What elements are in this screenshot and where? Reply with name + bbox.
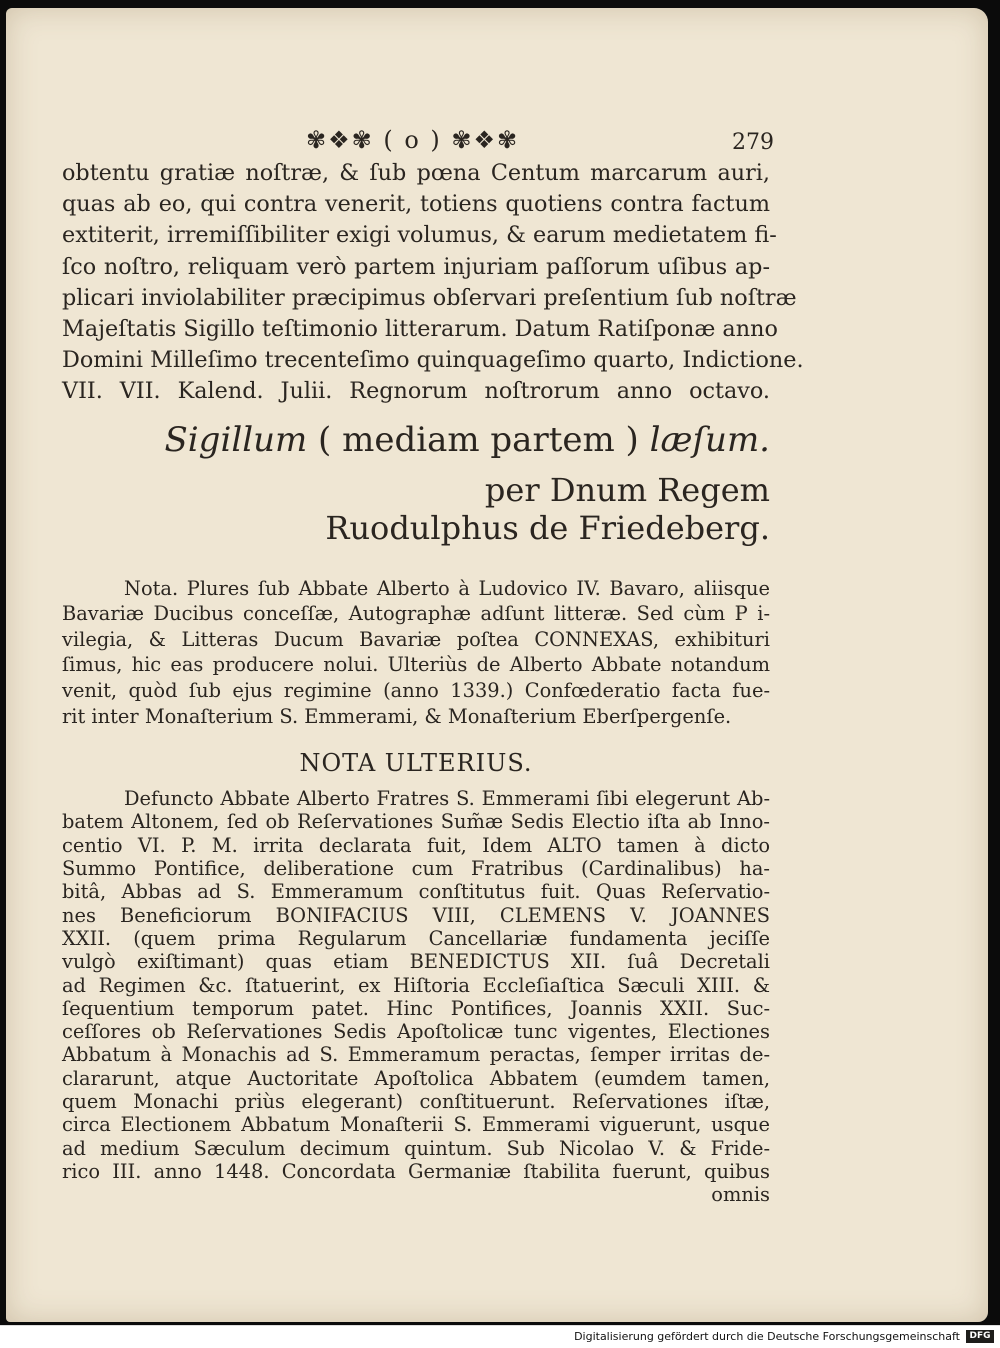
text-line: vilegia, & Litteras Ducum Bavariæ poſtea CONNEXAS, exhibituri <box>62 627 770 651</box>
text-line: extiterit, irremiſſibiliter exigi volumus, & earum medietatem fi- <box>62 222 777 249</box>
text-line: Summo Pontifice, deliberatione cum Fratribus (Cardinalibus) ha- <box>62 857 770 881</box>
section-heading: NOTA ULTERIUS. <box>299 749 533 778</box>
text-line: quas ab eo, qui contra venerit, totiens quotiens contra factum <box>62 191 770 218</box>
book-page <box>6 8 988 1322</box>
running-header <box>62 126 774 158</box>
text-line: Majeſtatis Sigillo teſtimonio litterarum. Datum Ratiſponæ anno <box>62 316 778 343</box>
text-line: centio VI. P. M. irrita declarata fuit, Idem ALTO tamen à dicto <box>62 833 770 857</box>
nota-paragraph <box>62 576 770 730</box>
text-line: ad medium Sæculum decimum quintum. Sub Nicolao V. & Fride- <box>62 1136 770 1160</box>
seal-note <box>62 420 770 470</box>
text-line: ſco noſtro, reliquam verò partem injuriam paſſorum uſibus ap- <box>62 253 770 280</box>
text-line: VII. VII. Kalend. Julii. Regnorum noſtrorum anno octavo. <box>62 378 770 405</box>
signature-line-1: per Dnum Regem <box>484 470 770 509</box>
header-ornament: ✾❖✾ ( o ) ✾❖✾ <box>306 126 520 154</box>
text-line: ceſſores ob Reſervationes Sedis Apoſtolicæ tunc vigentes, Electiones <box>62 1020 770 1044</box>
text-line: batem Altonem, ſed ob Reſervationes Sum̃æ Sedis Electio iſta ab Inno- <box>62 810 770 834</box>
page-content <box>62 126 804 1207</box>
text-line: XXII. (quem prima Regularum Cancellariæ fundamenta jeciſſe <box>62 926 770 950</box>
seal-parenthetical: ( mediam partem ) <box>318 419 639 460</box>
footer-credit: Digitalisierung gefördert durch die Deutsche Forschungsgemeinschaft <box>574 1330 960 1343</box>
footer-bar <box>0 1325 1000 1348</box>
text-line: plicari inviolabiliter præcipimus obſervari preſentium ſub noſtræ <box>62 284 797 311</box>
text-line: Nota. Plures ſub Abbate Alberto à Ludovico IV. Bavaro, aliisque <box>124 576 770 600</box>
seal-state: læſum. <box>649 419 770 460</box>
text-line: Bavariæ Ducibus conceſſæ, Autographæ adſunt litteræ. Sed cùm P i- <box>62 602 770 626</box>
text-line: ſimus, hic eas producere nolui. Ulteriùs de Alberto Abbate notandum <box>62 653 770 677</box>
charter-text <box>62 158 804 408</box>
text-line: ſequentium temporum patet. Hinc Pontifices, Joannis XXII. Suc- <box>62 996 770 1020</box>
text-line: venit, quòd ſub ejus regimine (anno 1339.) Confœderatio facta fue- <box>62 679 770 702</box>
text-line: ad Regimen &c. ſtatuerint, ex Hiſtoria Eccleſiaſtica Sæculi XIII. & <box>62 973 770 997</box>
seal-word: Sigillum <box>164 419 308 460</box>
catchword: omnis <box>711 1183 770 1207</box>
text-line: Abbatum à Monachis ad S. Emmeramum peractas, ſemper irritas de- <box>62 1043 770 1067</box>
text-line: Domini Milleſimo trecenteſimo quinquageſimo quarto, Indictione. <box>62 347 804 374</box>
dfg-logo-icon: DFG <box>966 1330 994 1343</box>
text-line: rico III. anno 1448. Concordata Germaniæ ſtabilita fuerunt, quibus <box>62 1159 770 1183</box>
text-line: nes Beneficiorum BONIFACIUS VIII, CLEMENS V. JOANNES <box>62 903 770 927</box>
text-line: quem Monachi priùs elegerant) conſtituerunt. Reſervationes iſtæ, <box>62 1090 770 1114</box>
signature-line-2: Ruodulphus de Friedeberg. <box>325 508 770 547</box>
text-line: circa Electionem Abbatum Monaſterii S. Emmerami viguerunt, usque <box>62 1113 770 1137</box>
page-number: 279 <box>732 130 774 155</box>
text-line: Defuncto Abbate Alberto Fratres S. Emmerami ſibi elegerunt Ab- <box>124 787 770 811</box>
ulterius-paragraph <box>62 787 770 1206</box>
text-line: clararunt, atque Auctoritate Apoſtolica Abbatem (eumdem tamen, <box>62 1066 770 1090</box>
text-line: obtentu gratiæ noſtræ, & ſub pœna Centum marcarum auri, <box>62 160 770 186</box>
text-line: rit inter Monaſterium S. Emmerami, & Monaſterium Eberſpergenſe. <box>62 704 732 728</box>
text-line: bitâ, Abbas ad S. Emmeramum conſtitutus fuit. Quas Reſervatio- <box>62 880 770 904</box>
text-line: vulgò exiſtimant) quas etiam BENEDICTUS XII. ſuâ Decretali <box>62 950 770 974</box>
